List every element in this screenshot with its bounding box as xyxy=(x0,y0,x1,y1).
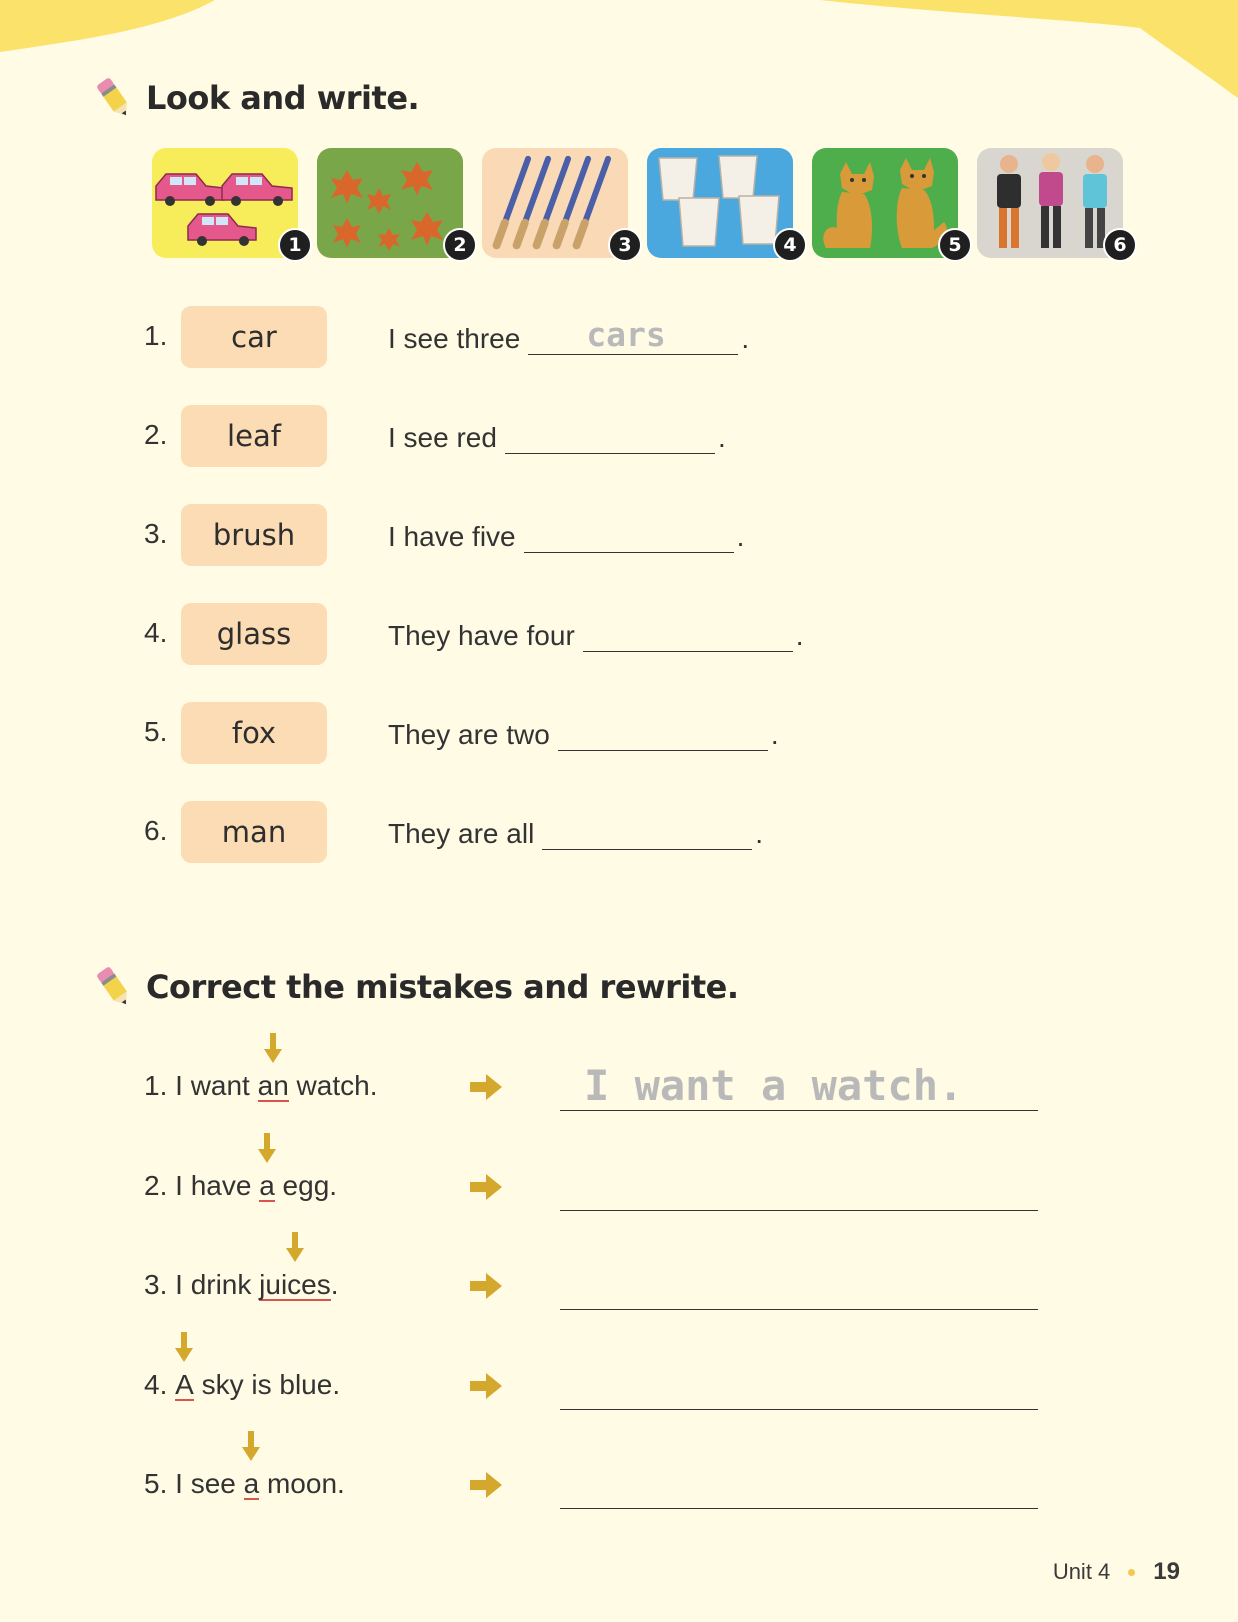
sentence-end: moon. xyxy=(259,1468,345,1499)
separator-dot xyxy=(1128,1569,1135,1576)
mistake-text: juices xyxy=(259,1269,331,1300)
item-number: 6. xyxy=(144,815,168,846)
sentence-text: They have four xyxy=(388,620,575,651)
sentence-end: . xyxy=(330,1269,339,1300)
brushes-icon xyxy=(482,148,628,258)
sentence-text: They are two xyxy=(388,719,550,750)
cars-picture xyxy=(152,148,298,258)
right-arrow-icon xyxy=(470,1273,502,1299)
answer-blank[interactable] xyxy=(558,716,768,751)
exercise1-item xyxy=(0,306,1238,370)
item-number: 2. xyxy=(144,419,168,450)
leaves-picture xyxy=(317,148,463,258)
picture-number: 1 xyxy=(278,228,312,262)
wrong-sentence xyxy=(144,1369,340,1401)
sentence-text: They are all xyxy=(388,818,535,849)
mistake-text: a xyxy=(259,1170,275,1201)
sentence xyxy=(388,518,744,553)
rewrite-line[interactable] xyxy=(560,1375,1038,1410)
sentence-end: . xyxy=(795,620,804,651)
page-number: 19 xyxy=(1153,1558,1180,1585)
mistake-text: A xyxy=(175,1369,194,1400)
exercise1-item xyxy=(0,504,1238,568)
sentence-start: 2. I have xyxy=(144,1170,260,1201)
item-number: 5. xyxy=(144,716,168,747)
wrong-sentence xyxy=(144,1468,345,1500)
sentence-end: sky is blue. xyxy=(193,1369,341,1400)
word-box: fox xyxy=(181,702,327,764)
unit-label: Unit 4 xyxy=(1052,1559,1111,1584)
mistake-word xyxy=(175,1370,194,1401)
sentence-start: 5. I see xyxy=(144,1468,244,1499)
right-arrow-icon xyxy=(470,1174,502,1200)
mistake-text: an xyxy=(257,1070,289,1101)
sentence-text: I have five xyxy=(388,521,516,552)
section-title-text: Look and write. xyxy=(146,79,420,117)
section-title-correct-mistakes xyxy=(92,965,739,1009)
exercise1-item xyxy=(0,702,1238,766)
sentence-end: egg. xyxy=(274,1170,338,1201)
item-number: 3. xyxy=(144,518,168,549)
picture-number: 3 xyxy=(608,228,642,262)
pencil-icon xyxy=(92,76,136,120)
exercise1-item xyxy=(0,801,1238,865)
wrong-sentence xyxy=(144,1269,339,1301)
answer-blank[interactable] xyxy=(542,815,752,850)
item-number: 1. xyxy=(144,320,168,351)
sentence-end: . xyxy=(736,521,745,552)
word-box: brush xyxy=(181,504,327,566)
sentence-text: I see three xyxy=(388,323,521,354)
sentence-start: 4. xyxy=(144,1369,176,1400)
word-box: leaf xyxy=(181,405,327,467)
mistake-word xyxy=(259,1171,275,1202)
men-icon xyxy=(977,148,1123,258)
right-arrow-icon xyxy=(470,1074,502,1100)
exercise2-item xyxy=(0,1341,1238,1411)
item-number: 4. xyxy=(144,617,168,648)
men-picture xyxy=(977,148,1123,258)
answer-blank[interactable] xyxy=(505,419,715,454)
section-title-look-and-write xyxy=(92,76,419,120)
sentence xyxy=(388,815,763,850)
picture-number: 5 xyxy=(938,228,972,262)
sentence xyxy=(388,315,750,355)
mistake-text: a xyxy=(243,1468,260,1499)
down-arrow-icon xyxy=(242,1431,260,1461)
pencil-icon xyxy=(92,965,136,1009)
exercise2-item xyxy=(0,1241,1238,1311)
sentence-end: . xyxy=(770,719,779,750)
sentence-end: . xyxy=(741,323,750,354)
glasses-picture xyxy=(647,148,793,258)
sentence xyxy=(388,617,804,652)
brushes-picture xyxy=(482,148,628,258)
word-box: glass xyxy=(181,603,327,665)
picture-number: 6 xyxy=(1103,228,1137,262)
down-arrow-icon xyxy=(258,1133,276,1163)
wrong-sentence xyxy=(144,1070,377,1102)
word-box: car xyxy=(181,306,327,368)
mistake-word xyxy=(244,1469,260,1500)
rewrite-line[interactable] xyxy=(560,1176,1038,1211)
glasses-icon xyxy=(647,148,793,258)
sentence-text: I see red xyxy=(388,422,497,453)
exercise2-item xyxy=(0,1440,1238,1510)
page-footer xyxy=(1053,1558,1180,1586)
exercise1-item xyxy=(0,405,1238,469)
mistake-word xyxy=(259,1270,331,1301)
rewrite-line[interactable] xyxy=(560,1275,1038,1310)
exercise2-item xyxy=(0,1142,1238,1212)
mistake-word xyxy=(258,1071,289,1102)
exercise2-item xyxy=(0,1042,1238,1112)
sentence-end: . xyxy=(755,818,764,849)
cars-icon xyxy=(152,148,298,258)
word-box: man xyxy=(181,801,327,863)
picture-number: 4 xyxy=(773,228,807,262)
sentence xyxy=(388,716,779,751)
down-arrow-icon xyxy=(175,1332,193,1362)
answer-blank[interactable] xyxy=(524,518,734,553)
example-answer: I want a watch. xyxy=(584,1061,964,1110)
rewrite-line[interactable] xyxy=(560,1061,1038,1111)
example-answer: cars xyxy=(586,315,666,354)
sentence-start: 3. I drink xyxy=(144,1269,260,1300)
sentence-end: watch. xyxy=(288,1070,378,1101)
sentence-end: . xyxy=(717,422,726,453)
down-arrow-icon xyxy=(264,1033,282,1063)
picture-strip xyxy=(152,148,1142,264)
sentence-start: 1. I want xyxy=(144,1070,258,1101)
wrong-sentence xyxy=(144,1170,337,1202)
rewrite-line[interactable] xyxy=(560,1474,1038,1509)
picture-number: 2 xyxy=(443,228,477,262)
answer-blank[interactable] xyxy=(583,617,793,652)
foxes-picture xyxy=(812,148,958,258)
right-arrow-icon xyxy=(470,1472,502,1498)
foxes-icon xyxy=(812,148,958,258)
down-arrow-icon xyxy=(286,1232,304,1262)
leaves-icon xyxy=(317,148,463,258)
right-arrow-icon xyxy=(470,1373,502,1399)
exercise1-item xyxy=(0,603,1238,667)
section-title-text: Correct the mistakes and rewrite. xyxy=(146,968,739,1006)
sentence xyxy=(388,419,726,454)
answer-blank[interactable] xyxy=(528,315,738,355)
